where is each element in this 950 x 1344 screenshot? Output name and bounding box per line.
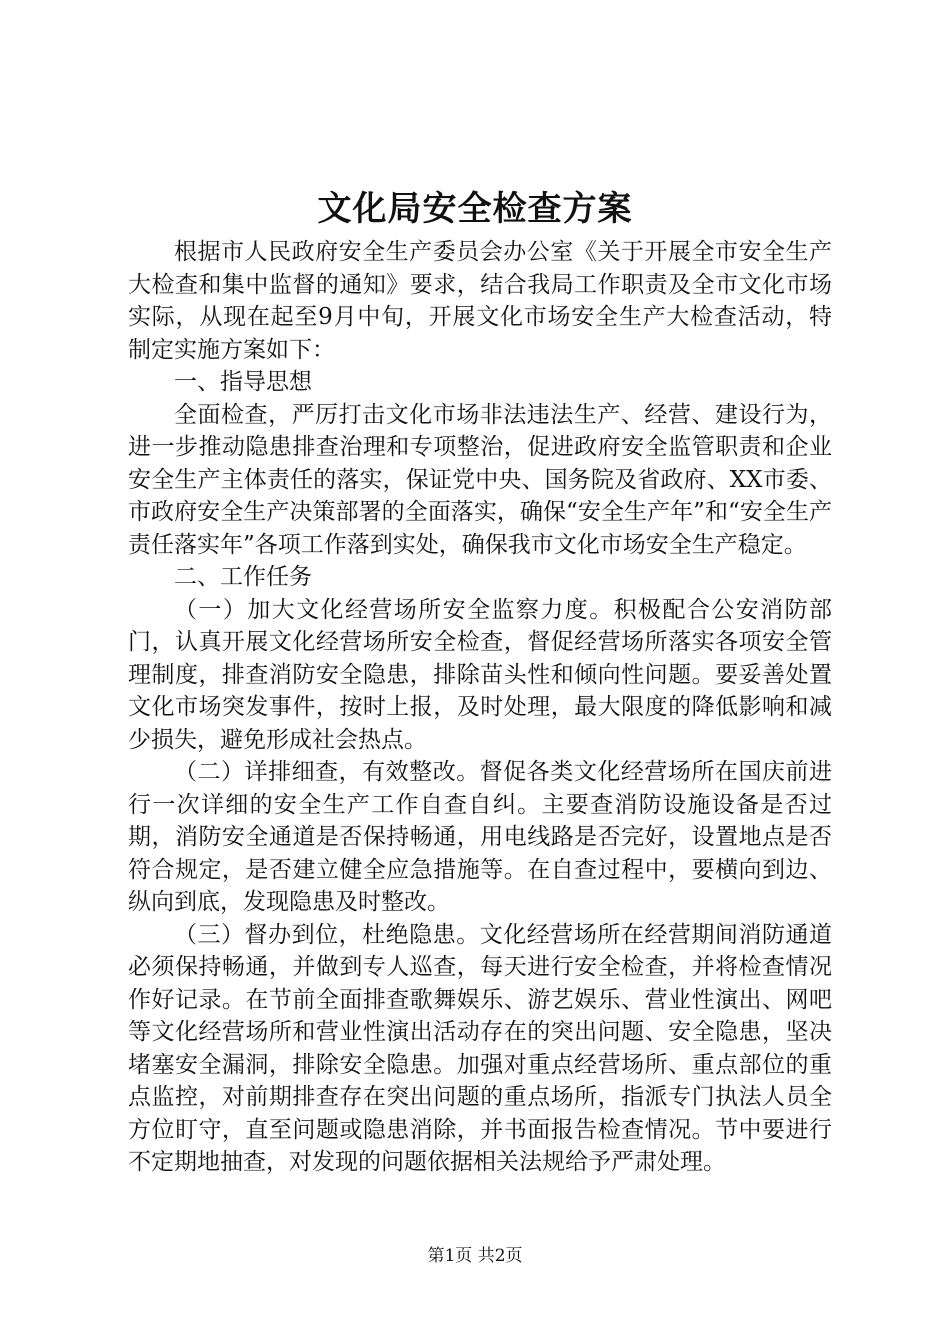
guiding-thought-paragraph: 全面检查，严厉打击文化市场非法违法生产、经营、建设行为，进一步推动隐患排查治理和专项整治，促进政府安全监管职责和企业安全生产主体责任的落实，保证党中央、国务院及省政府、XX市委、市政府安全生产决策部署的全面落实，确保“安全生产年”和“安全生产责任落实年”各项工作落到实处，确保我市文化市场安全生产稳定。 <box>128 401 832 558</box>
task-paragraph-1: （一）加大文化经营场所安全监察力度。积极配合公安消防部门，认真开展文化经营场所安全检查，督促经营场所落实各项安全管理制度，排查消防安全隐患，排除苗头性和倾向性问题。要妥善处置文化市场突发事件，按时上报，及时处理，最大限度的降低影响和减少损失，避免形成社会热点。 <box>128 596 832 753</box>
task-paragraph-2: （二）详排细查，有效整改。督促各类文化经营场所在国庆前进行一次详细的安全生产工作自查自纠。主要查消防设施设备是否过期，消防安全通道是否保持畅通，用电线路是否完好，设置地点是否符合规定，是否建立健全应急措施等。在自查过程中，要横向到边、纵向到底，发现隐患及时整改。 <box>128 759 832 915</box>
document-title: 文化局安全检查方案 <box>317 189 633 229</box>
task-paragraph-3: （三）督办到位，杜绝隐患。文化经营场所在经营期间消防通道必须保持畅通，并做到专人巡查，每天进行安全检查，并将检查情况作好记录。在节前全面排查歌舞娱乐、游艺娱乐、营业性演出、网吧等文化经营场所和营业性演出活动存在的突出问题、安全隐患，坚决堵塞安全漏洞，排除安全隐患。加强对重点经营场所、重点部位的重点监控，对前期排查存在突出问题的重点场所，指派专门执法人员全方位盯守，直至问题或隐患消除，并书面报告检查情况。节中要进行不定期地抽查，对发现的问题依据相关法规给予严肃处理。 <box>128 921 832 1175</box>
document-body <box>128 236 832 1179</box>
section-heading-work-tasks: 二、工作任务 <box>174 564 312 590</box>
page-footer: 第1页 共2页 <box>427 1246 523 1266</box>
section-heading-guiding-thought: 一、指导思想 <box>174 369 312 395</box>
intro-paragraph: 根据市人民政府安全生产委员会办公室《关于开展全市安全生产大检查和集中监督的通知》要求，结合我局工作职责及全市文化市场实际，从现在起至9月中旬，开展文化市场安全生产大检查活动，特制定实施方案如下： <box>128 239 832 363</box>
